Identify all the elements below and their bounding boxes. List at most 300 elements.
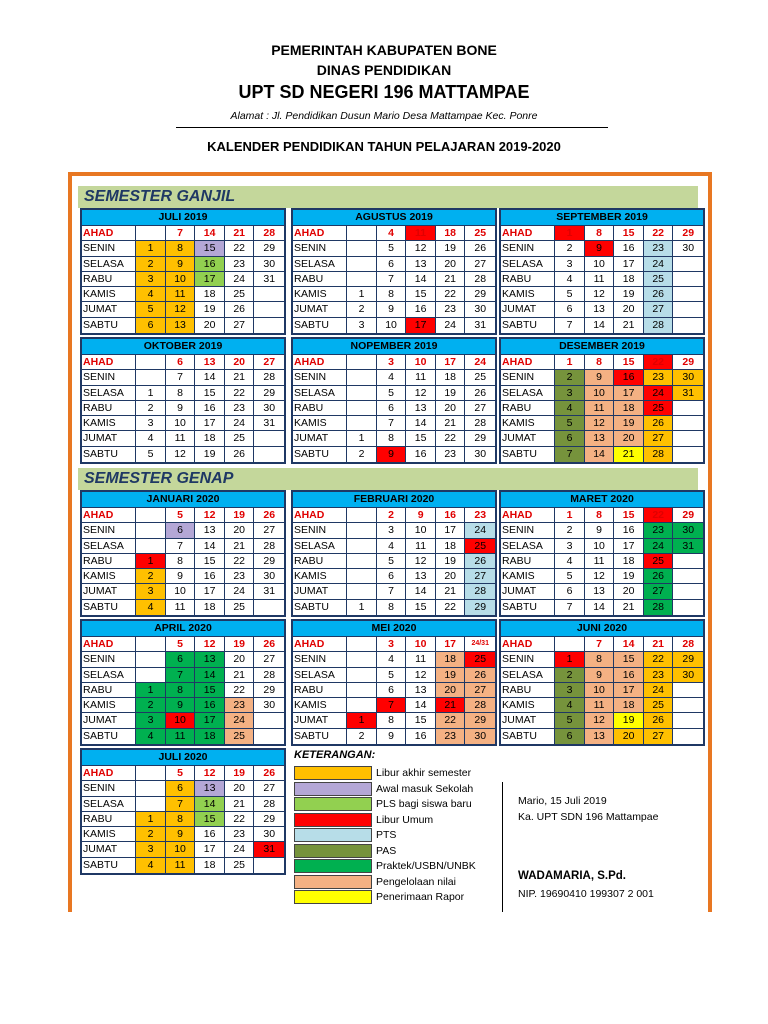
date-cell: 28: [465, 584, 495, 599]
week-row: [293, 554, 495, 569]
date-cell: 20: [225, 781, 255, 796]
date-cell: 23: [225, 827, 255, 842]
week-row: [82, 318, 284, 333]
month-table: [499, 208, 705, 335]
day-name: AHAD: [293, 226, 347, 241]
date-cell: 11: [406, 226, 436, 241]
week-row: [293, 226, 495, 241]
date-cell: 3: [347, 318, 377, 333]
date-cell: 19: [436, 386, 466, 401]
day-name: AHAD: [501, 508, 555, 523]
date-cell: 4: [555, 698, 585, 713]
date-cell: 12: [166, 302, 196, 317]
date-cell: 25: [225, 600, 255, 615]
date-cell: 21: [225, 539, 255, 554]
day-name: SABTU: [501, 318, 555, 333]
date-cell: 10: [406, 523, 436, 538]
week-row: [293, 401, 495, 416]
date-cell: [347, 652, 377, 667]
date-cell: [347, 683, 377, 698]
day-name: KAMIS: [501, 698, 555, 713]
day-name: RABU: [82, 812, 136, 827]
day-name: AHAD: [501, 637, 555, 652]
day-name: KAMIS: [501, 287, 555, 302]
date-cell: 10: [377, 318, 407, 333]
date-cell: 15: [195, 812, 225, 827]
week-row: [82, 668, 284, 683]
day-name: JUMAT: [293, 713, 347, 728]
week-row: [293, 287, 495, 302]
date-cell: 27: [465, 569, 495, 584]
date-cell: 13: [406, 569, 436, 584]
date-cell: 9: [377, 302, 407, 317]
date-cell: 2: [136, 401, 166, 416]
date-cell: [347, 241, 377, 256]
date-cell: 4: [136, 729, 166, 744]
date-cell: [673, 584, 703, 599]
date-cell: 14: [195, 539, 225, 554]
date-cell: 30: [673, 668, 703, 683]
date-cell: 23: [436, 302, 466, 317]
week-row: [501, 287, 703, 302]
date-cell: 2: [377, 508, 407, 523]
date-cell: 13: [166, 318, 196, 333]
date-cell: 18: [195, 431, 225, 446]
day-name: KAMIS: [293, 569, 347, 584]
day-name: SELASA: [82, 797, 136, 812]
date-cell: [254, 302, 284, 317]
date-cell: [136, 652, 166, 667]
date-cell: [347, 508, 377, 523]
week-row: [501, 539, 703, 554]
date-cell: 6: [555, 584, 585, 599]
date-cell: 3: [136, 842, 166, 857]
date-cell: 25: [465, 226, 495, 241]
week-row: [293, 370, 495, 385]
date-cell: 3: [136, 713, 166, 728]
date-cell: 10: [166, 416, 196, 431]
date-cell: 18: [436, 539, 466, 554]
date-cell: 4: [555, 554, 585, 569]
date-cell: 10: [585, 386, 615, 401]
day-name: RABU: [501, 272, 555, 287]
day-name: AHAD: [82, 508, 136, 523]
week-row: [82, 600, 284, 615]
date-cell: 9: [377, 447, 407, 462]
date-cell: 10: [585, 257, 615, 272]
date-cell: 1: [136, 812, 166, 827]
date-cell: 14: [614, 637, 644, 652]
date-cell: [673, 554, 703, 569]
header-school: UPT SD NEGERI 196 MATTAMPAE: [238, 82, 530, 102]
date-cell: 24: [225, 842, 255, 857]
date-cell: [254, 858, 284, 873]
date-cell: 11: [585, 272, 615, 287]
date-cell: 1: [347, 600, 377, 615]
date-cell: 14: [406, 584, 436, 599]
date-cell: 22: [225, 386, 255, 401]
date-cell: 1: [555, 355, 585, 370]
date-cell: [673, 302, 703, 317]
date-cell: 18: [195, 858, 225, 873]
day-name: JUMAT: [293, 584, 347, 599]
date-cell: 27: [254, 652, 284, 667]
date-cell: 21: [436, 584, 466, 599]
date-cell: 12: [585, 569, 615, 584]
date-cell: 19: [195, 302, 225, 317]
date-cell: 16: [614, 523, 644, 538]
date-cell: 3: [555, 539, 585, 554]
date-cell: 8: [166, 812, 196, 827]
date-cell: 3: [136, 416, 166, 431]
date-cell: 6: [377, 401, 407, 416]
date-cell: 2: [555, 668, 585, 683]
date-cell: 20: [436, 257, 466, 272]
date-cell: 30: [254, 827, 284, 842]
date-cell: 9: [166, 401, 196, 416]
date-cell: 12: [406, 241, 436, 256]
week-row: [501, 637, 703, 652]
date-cell: [347, 386, 377, 401]
date-cell: 9: [166, 569, 196, 584]
date-cell: 4: [136, 287, 166, 302]
day-name: SELASA: [501, 539, 555, 554]
date-cell: 1: [136, 241, 166, 256]
date-cell: 5: [377, 554, 407, 569]
week-row: [82, 652, 284, 667]
date-cell: 29: [254, 241, 284, 256]
date-cell: 8: [585, 226, 615, 241]
month-table: [291, 337, 497, 464]
signature-name: WADAMARIA, S.Pd.: [518, 870, 626, 882]
date-cell: [254, 447, 284, 462]
week-row: [293, 257, 495, 272]
month-table: [499, 619, 705, 746]
date-cell: 15: [614, 652, 644, 667]
date-cell: 24: [644, 539, 674, 554]
date-cell: 21: [436, 698, 466, 713]
date-cell: 25: [225, 431, 255, 446]
date-cell: 28: [254, 539, 284, 554]
week-row: [501, 523, 703, 538]
date-cell: 16: [195, 569, 225, 584]
week-row: [501, 241, 703, 256]
date-cell: 20: [225, 652, 255, 667]
date-cell: 14: [406, 698, 436, 713]
week-row: [82, 257, 284, 272]
date-cell: 9: [585, 523, 615, 538]
day-name: AHAD: [82, 226, 136, 241]
legend-label: Libur Umum: [376, 813, 434, 826]
month-title: MEI 2020: [293, 621, 495, 637]
day-name: SELASA: [82, 668, 136, 683]
date-cell: 6: [555, 729, 585, 744]
date-cell: [347, 698, 377, 713]
week-row: [293, 600, 495, 615]
date-cell: 2: [555, 370, 585, 385]
date-cell: 17: [195, 584, 225, 599]
date-cell: 14: [195, 797, 225, 812]
week-row: [293, 584, 495, 599]
date-cell: [347, 539, 377, 554]
date-cell: 25: [225, 858, 255, 873]
day-name: JUMAT: [501, 431, 555, 446]
day-name: KAMIS: [82, 416, 136, 431]
month-title: SEPTEMBER 2019: [501, 210, 703, 226]
legend-title: KETERANGAN:: [294, 749, 376, 761]
week-row: [293, 431, 495, 446]
date-cell: 13: [195, 781, 225, 796]
date-cell: 1: [347, 431, 377, 446]
semester-genap-banner: SEMESTER GENAP: [78, 468, 698, 490]
semester-ganjil-banner: SEMESTER GANJIL: [78, 186, 698, 208]
date-cell: 23: [644, 370, 674, 385]
month-title: FEBRUARI 2020: [293, 492, 495, 508]
date-cell: 9: [166, 698, 196, 713]
week-row: [82, 729, 284, 744]
date-cell: 17: [614, 386, 644, 401]
date-cell: [673, 287, 703, 302]
day-name: JUMAT: [501, 713, 555, 728]
week-row: [293, 683, 495, 698]
date-cell: 2: [347, 729, 377, 744]
date-cell: 10: [166, 713, 196, 728]
date-cell: 22: [225, 241, 255, 256]
date-cell: 7: [555, 447, 585, 462]
date-cell: 8: [585, 652, 615, 667]
date-cell: 25: [644, 554, 674, 569]
date-cell: 15: [406, 713, 436, 728]
date-cell: 24: [465, 355, 495, 370]
week-row: [82, 539, 284, 554]
date-cell: 21: [644, 637, 674, 652]
date-cell: 24: [436, 318, 466, 333]
week-row: [82, 713, 284, 728]
date-cell: 20: [436, 683, 466, 698]
date-cell: 5: [555, 416, 585, 431]
day-name: RABU: [501, 683, 555, 698]
date-cell: 13: [585, 584, 615, 599]
date-cell: 18: [195, 287, 225, 302]
week-row: [82, 637, 284, 652]
month-table: [80, 208, 286, 335]
day-name: SELASA: [501, 386, 555, 401]
day-name: JUMAT: [82, 584, 136, 599]
week-row: [82, 827, 284, 842]
date-cell: 11: [166, 431, 196, 446]
week-row: [293, 729, 495, 744]
day-name: RABU: [82, 401, 136, 416]
date-cell: 1: [347, 287, 377, 302]
date-cell: 5: [555, 287, 585, 302]
date-cell: 16: [195, 827, 225, 842]
day-name: SENIN: [293, 370, 347, 385]
date-cell: [673, 698, 703, 713]
week-row: [293, 539, 495, 554]
header-divider: [176, 127, 608, 128]
day-name: RABU: [293, 554, 347, 569]
date-cell: 13: [406, 401, 436, 416]
date-cell: 30: [673, 241, 703, 256]
date-cell: 17: [614, 539, 644, 554]
day-name: RABU: [293, 683, 347, 698]
date-cell: 17: [195, 842, 225, 857]
date-cell: [254, 318, 284, 333]
date-cell: 8: [377, 600, 407, 615]
week-row: [82, 241, 284, 256]
date-cell: 15: [614, 226, 644, 241]
date-cell: 23: [644, 241, 674, 256]
date-cell: [673, 272, 703, 287]
date-cell: 5: [166, 637, 196, 652]
date-cell: 27: [465, 257, 495, 272]
date-cell: 22: [436, 431, 466, 446]
date-cell: 12: [406, 668, 436, 683]
month-title: MARET 2020: [501, 492, 703, 508]
date-cell: 18: [195, 729, 225, 744]
week-row: [82, 431, 284, 446]
day-name: KAMIS: [82, 698, 136, 713]
date-cell: 24: [644, 683, 674, 698]
date-cell: 15: [195, 683, 225, 698]
date-cell: [347, 668, 377, 683]
date-cell: 12: [195, 766, 225, 781]
date-cell: 8: [377, 431, 407, 446]
date-cell: 26: [254, 766, 284, 781]
date-cell: 26: [644, 713, 674, 728]
date-cell: 31: [474, 318, 487, 331]
date-cell: 11: [166, 600, 196, 615]
date-cell: 11: [585, 401, 615, 416]
date-cell: 28: [465, 272, 495, 287]
day-name: AHAD: [82, 355, 136, 370]
date-cell: 12: [195, 508, 225, 523]
date-cell: 31: [673, 539, 703, 554]
date-cell: 29: [673, 355, 703, 370]
month-title: AGUSTUS 2019: [293, 210, 495, 226]
month-table: [291, 208, 497, 335]
date-cell: 9: [585, 668, 615, 683]
date-cell: 19: [195, 447, 225, 462]
date-cell: 25: [225, 287, 255, 302]
date-cell: 2: [136, 257, 166, 272]
week-row: [82, 554, 284, 569]
week-row: [293, 318, 495, 333]
date-cell: 29: [465, 431, 495, 446]
date-cell: [254, 287, 284, 302]
date-cell: 23: [644, 523, 674, 538]
week-row: [82, 569, 284, 584]
day-name: RABU: [293, 272, 347, 287]
date-cell: 16: [195, 698, 225, 713]
date-cell: 12: [585, 713, 615, 728]
date-cell: 6: [166, 523, 196, 538]
date-cell: 2: [555, 523, 585, 538]
date-cell: 27: [644, 431, 674, 446]
date-cell: 25: [644, 272, 674, 287]
date-cell: 19: [436, 554, 466, 569]
date-cell: 15: [406, 431, 436, 446]
week-row: [501, 508, 703, 523]
legend-label: Awal masuk Sekolah: [376, 782, 474, 795]
date-cell: 14: [195, 226, 225, 241]
date-cell: 12: [406, 386, 436, 401]
day-name: JUMAT: [82, 431, 136, 446]
date-cell: 23: [436, 447, 466, 462]
week-row: [501, 302, 703, 317]
date-cell: 22: [225, 812, 255, 827]
day-name: SELASA: [293, 386, 347, 401]
week-row: [82, 683, 284, 698]
date-cell: 17: [614, 257, 644, 272]
day-name: SABTU: [293, 447, 347, 462]
day-name: SABTU: [82, 729, 136, 744]
legend-swatch: [294, 797, 372, 811]
legend-label: PLS bagi siswa baru: [376, 798, 472, 810]
date-cell: 29: [465, 600, 495, 615]
date-cell: 29: [254, 386, 284, 401]
date-cell: 27: [465, 401, 495, 416]
date-cell: 29: [673, 226, 703, 241]
week-row: [82, 766, 284, 781]
date-cell: 8: [585, 355, 615, 370]
date-cell: 28: [644, 318, 674, 333]
date-cell: 12: [585, 287, 615, 302]
day-name: SELASA: [82, 386, 136, 401]
date-cell: 9: [377, 729, 407, 744]
date-cell: 30: [673, 370, 703, 385]
date-cell: 10: [166, 584, 196, 599]
date-cell: 13: [585, 431, 615, 446]
date-cell: 4: [136, 600, 166, 615]
day-name: RABU: [82, 272, 136, 287]
date-cell: 20: [225, 523, 255, 538]
date-cell: 9: [585, 241, 615, 256]
date-cell: [347, 523, 377, 538]
date-cell: [673, 257, 703, 272]
day-name: SENIN: [501, 523, 555, 538]
legend-swatch: [294, 844, 372, 858]
date-cell: 11: [166, 858, 196, 873]
date-cell: 6: [166, 355, 196, 370]
signature-place-date: Mario, 15 Juli 2019: [518, 795, 607, 807]
day-name: JUMAT: [82, 302, 136, 317]
week-row: [293, 569, 495, 584]
date-cell: 11: [166, 729, 196, 744]
week-row: [501, 698, 703, 713]
date-cell: 30: [465, 302, 495, 317]
date-cell: 17: [614, 683, 644, 698]
week-row: [82, 523, 284, 538]
date-cell: 24/31: [465, 637, 495, 652]
date-cell: 14: [406, 272, 436, 287]
date-cell: 3: [136, 584, 166, 599]
calendar-title: KALENDER PENDIDIKAN TAHUN PELAJARAN 2019-2020: [207, 139, 561, 154]
date-cell: 8: [377, 713, 407, 728]
date-cell: 28: [254, 668, 284, 683]
day-name: SABTU: [82, 447, 136, 462]
date-cell: 7: [585, 637, 615, 652]
day-name: AHAD: [501, 355, 555, 370]
date-cell: 21: [225, 668, 255, 683]
day-name: KAMIS: [501, 569, 555, 584]
date-cell: 7: [555, 318, 585, 333]
date-cell: 13: [195, 355, 225, 370]
day-name: AHAD: [82, 637, 136, 652]
week-row: [293, 386, 495, 401]
month-title: JUNI 2020: [501, 621, 703, 637]
week-row: [501, 318, 703, 333]
